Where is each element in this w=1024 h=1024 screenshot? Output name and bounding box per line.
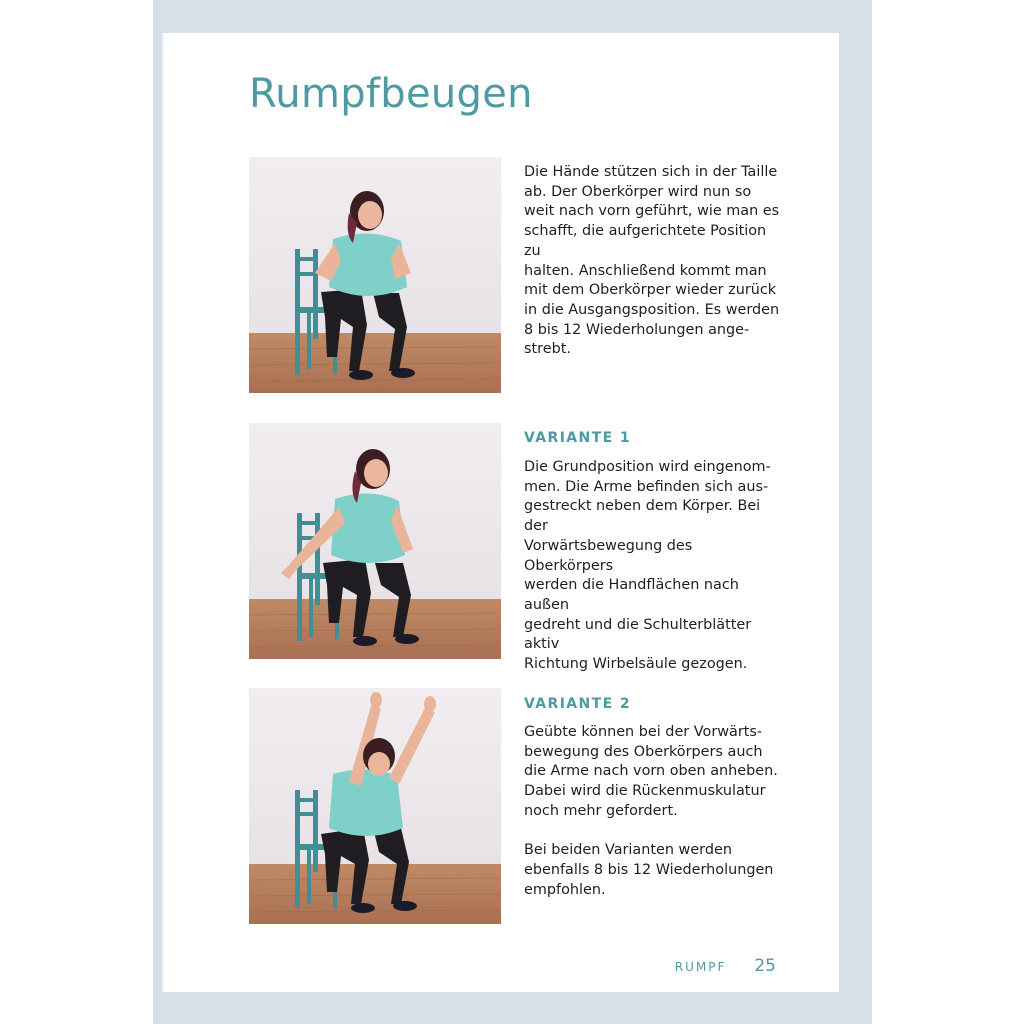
book-page xyxy=(164,33,839,992)
text-line: gedreht und die Schulterblätter aktiv xyxy=(524,616,752,653)
exercise-photo-2 xyxy=(249,423,501,659)
woman-seated-arms-raised xyxy=(249,688,501,924)
text-line: mit dem Oberkörper wieder zurück xyxy=(524,282,777,299)
text-line: Dabei wird die Rückenmuskulatur xyxy=(524,783,766,800)
text-line: schafft, die aufgerichtete Position zu xyxy=(524,223,767,259)
text-line: die Arme nach vorn oben anheben. xyxy=(524,763,778,780)
section-2-text xyxy=(524,458,786,675)
woman-seated-arms-out xyxy=(249,423,501,659)
text-line: empfohlen. xyxy=(524,881,606,898)
section-3-text xyxy=(524,723,786,900)
text-line: in die Ausgangsposition. Es werden xyxy=(524,301,780,318)
variant-2-heading: VARIANTE 2 xyxy=(524,696,631,712)
page-footer xyxy=(675,956,776,976)
text-line: ab. Der Oberkörper wird nun so xyxy=(524,183,752,200)
page-number: 25 xyxy=(754,956,776,976)
text-line: weit nach vorn geführt, wie man es xyxy=(524,203,780,220)
exercise-photo-3 xyxy=(249,688,501,924)
text-line: Bei beiden Varianten werden xyxy=(524,842,732,859)
text-line: halten. Anschließend kommt man xyxy=(524,262,767,279)
text-line: 8 bis 12 Wiederholungen ange- xyxy=(524,321,750,338)
text-line: noch mehr gefordert. xyxy=(524,802,678,819)
text-line: Vorwärtsbewegung des Oberkörpers xyxy=(524,537,693,574)
text-line: men. Die Arme befinden sich aus- xyxy=(524,478,769,495)
text-line: gestreckt neben dem Körper. Bei der xyxy=(524,498,761,535)
section-3-paragraph-2 xyxy=(524,841,786,900)
variant-1-heading: VARIANTE 1 xyxy=(524,430,631,446)
section-1-paragraph xyxy=(524,163,786,360)
text-line: Richtung Wirbelsäule gezogen. xyxy=(524,656,748,673)
text-line: Die Hände stützen sich in der Taille xyxy=(524,164,778,180)
woman-seated-hands-on-waist xyxy=(249,157,501,393)
text-line: werden die Handflächen nach außen xyxy=(524,577,739,613)
text-line: bewegung des Oberkörpers auch xyxy=(524,743,763,760)
section-3-paragraph-1 xyxy=(524,723,786,822)
section-2-paragraph xyxy=(524,458,786,675)
text-line: Geübte können bei der Vorwärts- xyxy=(524,724,763,740)
section-1-text xyxy=(524,163,786,360)
text-line: strebt. xyxy=(524,341,571,358)
text-line: Die Grundposition wird eingenom- xyxy=(524,459,771,475)
footer-section-label: RUMPF xyxy=(674,960,727,974)
exercise-photo-1 xyxy=(249,157,501,393)
page-title: Rumpfbeugen xyxy=(249,71,533,117)
text-line: ebenfalls 8 bis 12 Wiederholungen xyxy=(524,861,774,878)
